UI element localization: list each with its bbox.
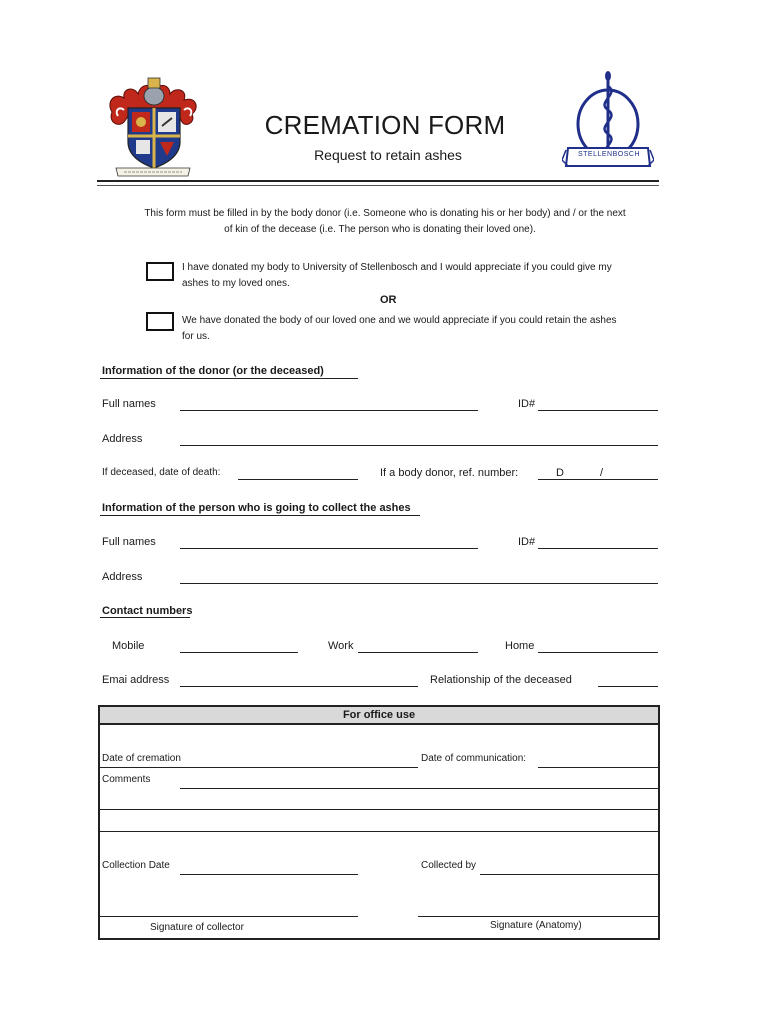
signature-collector-field[interactable] [100, 916, 358, 917]
collector-id-field[interactable] [538, 548, 658, 549]
page-title: CREMATION FORM [264, 110, 506, 140]
option-donor-text-1: I have donated my body to University of Stellenbosch and I would appreciate if you could give my [182, 262, 612, 273]
collection-date-label: Collection Date [102, 860, 170, 871]
option-next-of-kin-text-2: for us. [182, 331, 210, 342]
collected-by-field[interactable] [480, 874, 658, 875]
ref-number-field[interactable] [538, 479, 658, 480]
email-label: Emai address [102, 674, 170, 686]
department-logo [562, 66, 654, 176]
option-next-of-kin-checkbox[interactable] [146, 312, 174, 331]
collected-by-label: Collected by [421, 860, 477, 871]
ref-number-label: If a body donor, ref. number: [380, 467, 519, 479]
ref-number-prefix: D [556, 467, 564, 479]
collector-heading-underline [100, 515, 420, 516]
relationship-label: Relationship of the deceased [430, 674, 572, 686]
collector-id-label: ID# [518, 536, 536, 548]
comments-field-line-3[interactable] [100, 831, 658, 832]
home-field[interactable] [538, 652, 658, 653]
signature-anatomy-label: Signature (Anatomy) [490, 920, 582, 931]
work-field[interactable] [358, 652, 478, 653]
collector-full-names-field[interactable] [180, 548, 478, 549]
mobile-label: Mobile [112, 640, 145, 652]
option-donor-checkbox[interactable] [146, 262, 174, 281]
donor-full-names-label: Full names [102, 398, 156, 410]
collector-address-field[interactable] [180, 583, 658, 584]
date-of-communication-field[interactable] [538, 767, 658, 768]
date-of-cremation-field[interactable] [100, 767, 418, 768]
header-rule-thin [97, 185, 659, 186]
email-field[interactable] [180, 686, 418, 687]
date-of-cremation-label: Date of cremation [102, 753, 181, 764]
collector-address-label: Address [102, 571, 143, 583]
donor-section-heading: Information of the donor (or the deceased) [102, 365, 324, 377]
date-of-death-field[interactable] [238, 479, 358, 480]
comments-field-line-2[interactable] [100, 809, 658, 810]
donor-full-names-field[interactable] [180, 410, 478, 411]
page-subtitle: Request to retain ashes [314, 147, 462, 163]
logo-text: STELLENBOSCH [577, 151, 641, 158]
intro-line-1: This form must be filled in by the body donor (i.e. Someone who is donating his or her body) and / or the next [144, 208, 626, 219]
option-donor-text-2: ashes to my loved ones. [182, 278, 290, 289]
contact-heading-underline [100, 617, 190, 618]
collection-date-field[interactable] [180, 874, 358, 875]
date-of-death-label: If deceased, date of death: [102, 467, 221, 478]
collector-full-names-label: Full names [102, 536, 156, 548]
staff-of-asclepius-icon [562, 66, 654, 176]
office-use-header [100, 707, 658, 725]
donor-id-label: ID# [518, 398, 536, 410]
home-label: Home [505, 640, 535, 652]
ref-number-separator: / [600, 467, 604, 479]
option-next-of-kin-text-1: We have donated the body of our loved one and we would appreciate if you could retain the ashes [182, 315, 617, 326]
intro-line-2: of kin of the decease (i.e. The person who is donating their loved one). [224, 224, 536, 235]
comments-label: Comments [102, 774, 151, 785]
office-use-heading: For office use [342, 709, 416, 721]
signature-anatomy-field[interactable] [418, 916, 658, 917]
office-use-box [98, 705, 660, 940]
donor-id-field[interactable] [538, 410, 658, 411]
header-rule-thick [97, 180, 659, 182]
signature-collector-label: Signature of collector [150, 922, 244, 933]
date-of-communication-label: Date of communication: [421, 753, 527, 764]
contact-numbers-heading: Contact numbers [102, 605, 193, 617]
work-label: Work [328, 640, 354, 652]
donor-address-field[interactable] [180, 445, 658, 446]
donor-address-label: Address [102, 433, 143, 445]
relationship-field[interactable] [598, 686, 658, 687]
collector-section-heading: Information of the person who is going to collect the ashes [102, 502, 411, 514]
or-label: OR [380, 294, 397, 306]
mobile-field[interactable] [180, 652, 298, 653]
comments-field-line-1[interactable] [180, 788, 658, 789]
donor-heading-underline [100, 378, 358, 379]
